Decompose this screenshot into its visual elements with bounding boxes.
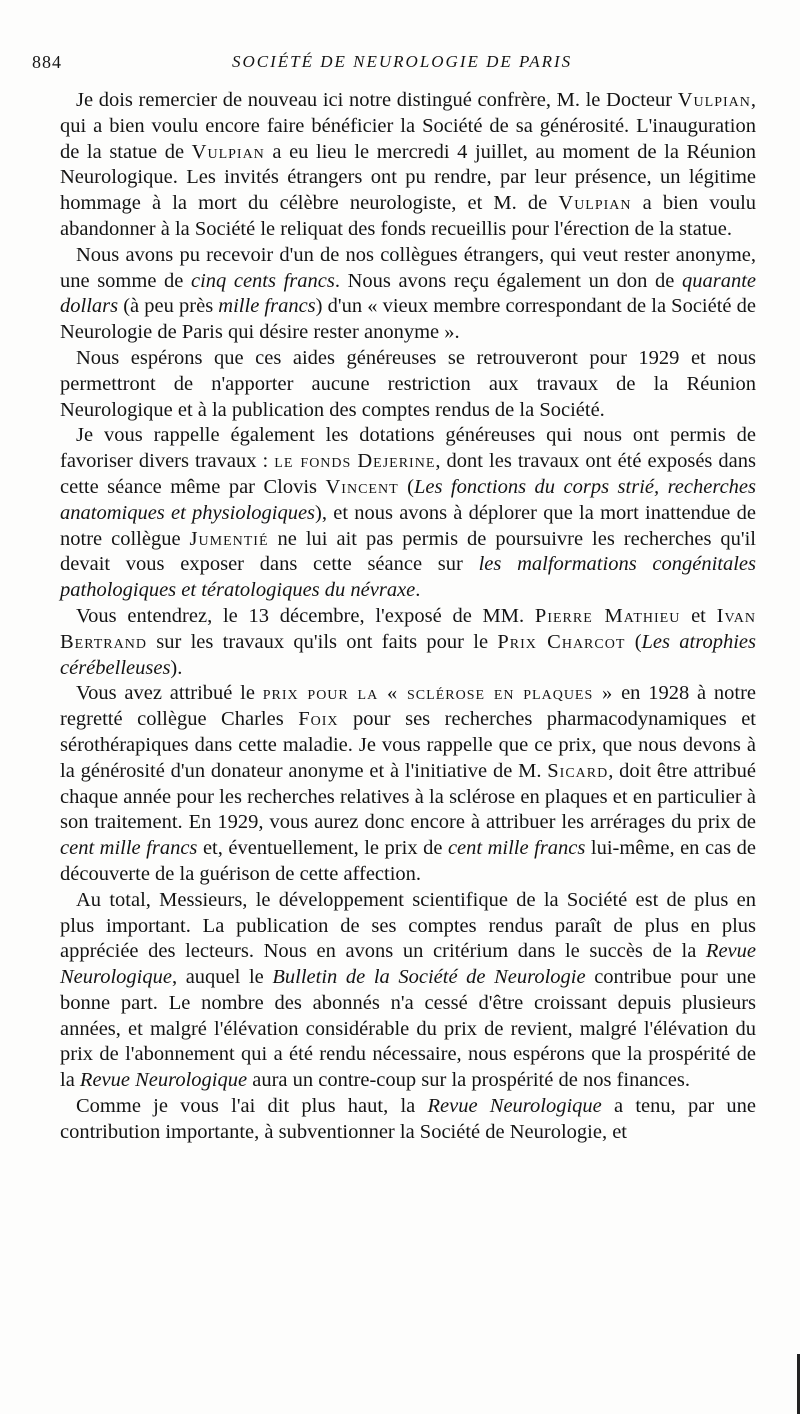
paragraph	[60, 1094, 756, 1146]
paragraph	[60, 681, 756, 887]
text-run: Je vous rappelle également les dotations généreuses qui nous ont permis de favoriser divers travaux :	[60, 424, 756, 473]
small-caps-name: Vulpian	[677, 89, 751, 111]
text-run: en 1928 à notre regretté collègue Charles	[60, 682, 756, 731]
paragraph	[60, 423, 756, 604]
small-caps-name: Vulpian	[191, 140, 265, 163]
italic-text: Revue Neurologique	[79, 1069, 248, 1092]
text-run: et	[680, 604, 717, 627]
text-run: Au total, Messieurs, le développement scientifique de la Société est de plus en plus important. La publication de ses comptes rendus paraît de plus en plus appréciée des lecteurs. Nous en avons un critérium dans le succès de la	[60, 888, 756, 963]
small-caps-name: Vincent	[325, 475, 399, 498]
italic-text: cent mille francs	[447, 837, 586, 860]
text-run: Nous avons pu recevoir d'un de nos collègues étrangers, qui veut rester anonyme, une somme de	[60, 243, 756, 292]
italic-text: quarante dollars	[60, 269, 757, 318]
italic-text: cinq cents francs	[190, 269, 335, 292]
italic-text: Les fonctions du corps strié, recherches anatomiques et physiologiques	[60, 475, 756, 524]
paragraph	[60, 88, 756, 243]
italic-text: les malformations congénitales pathologiques et tératologiques du névraxe	[60, 553, 757, 602]
text-run: Vous avez attribué le	[76, 682, 263, 705]
text-run: pour ses recherches pharmacodynamiques et sérothérapiques dans cette maladie. Je vous rappelle que ce prix, que nous devons à la générosité d'un donateur anonyme et à l'initiative de M.	[60, 708, 757, 782]
text-run: . Nous avons reçu également un don de	[334, 269, 682, 292]
text-run: .	[415, 579, 421, 602]
text-run: Comme je vous l'ai dit plus haut, la	[76, 1095, 428, 1118]
text-run: ) d'un « vieux membre correspondant de la Société de Neurologie de Paris qui désire rester anonyme ».	[60, 295, 756, 344]
body-text	[60, 88, 756, 1146]
small-caps-text: prix pour la « sclérose en plaques »	[262, 682, 614, 705]
small-caps-name: Ivan Bertrand	[60, 604, 757, 653]
text-run: , auquel le	[171, 966, 273, 989]
text-run: , qui a bien voulu encore faire bénéficier la Société de sa générosité. L'inauguration de la statue de	[60, 89, 756, 163]
text-run: , doit être attribué chaque année pour les recherches relatives à la sclérose en plaques et en particulier à son traitement. En 1929, vous aurez donc encore à attribuer les arrérages du prix de	[60, 759, 756, 834]
italic-text: cent mille francs	[60, 837, 198, 860]
small-caps-name: Foix	[298, 708, 339, 731]
italic-text: mille francs	[218, 295, 316, 318]
text-run: et, éventuellement, le prix de	[197, 837, 448, 860]
small-caps-text: le fonds	[274, 450, 352, 473]
paragraph	[60, 604, 756, 681]
text-run: (à peu près	[118, 295, 219, 318]
small-caps-name: Sicard	[547, 759, 609, 782]
paragraph	[60, 888, 756, 1094]
text-run: a eu lieu le mercredi 4 juillet, au moment de la Réunion Neurologique. Les invités étrangers ont pu rendre, par leur présence, un légitime hommage à la mort du célèbre neurologiste, et M. de	[60, 140, 756, 215]
italic-text: Revue Neurologique	[60, 940, 756, 989]
text-run: ne lui ait pas permis de poursuivre les recherches qu'il devait vous exposer dans cette séance sur	[60, 527, 757, 576]
running-title: SOCIÉTÉ DE NEUROLOGIE DE PARIS	[232, 52, 573, 71]
text-run: ), et nous avons à déplorer que la mort inattendue de notre collègue	[60, 501, 756, 550]
text-run: ).	[170, 656, 183, 679]
italic-text: Les atrophies cérébelleuses	[60, 630, 756, 679]
paragraph	[60, 346, 756, 423]
small-caps-name: Jumentié	[189, 527, 269, 550]
text-run: Je dois remercier de nouveau ici notre distingué confrère, M. le Docteur	[76, 89, 678, 111]
text-run: , dont les travaux ont été exposés dans cette séance même par Clovis	[60, 450, 757, 498]
text-run: Vous entendrez, le 13 décembre, l'exposé de MM.	[76, 604, 535, 627]
small-caps-name: Prix Charcot	[497, 630, 626, 653]
text-run: lui-même, en cas de découverte de la guérison de cette affection.	[60, 837, 756, 885]
text-run: (	[625, 630, 642, 653]
small-caps-name: Vulpian	[558, 192, 632, 215]
small-caps-name: Pierre Mathieu	[534, 604, 681, 627]
italic-text: Bulletin de la Société de Neurologie	[272, 966, 586, 989]
small-caps-name: Dejerine	[357, 450, 436, 473]
text-run: contribue pour une bonne part. Le nombre des abonnés n'a cessé d'être croissant depuis plusieurs années, et malgré l'élévation considérable du prix de revient, malgré l'élévation du prix de l'abonnement qui a été rendu nécessaire, nous espérons que la prospérité de la	[60, 966, 756, 1092]
text-run: (	[398, 475, 414, 498]
italic-text: Revue Neurologique	[427, 1095, 602, 1118]
text-run: a tenu, par une contribution importante, à subventionner la Société de Neurologie, et	[60, 1095, 756, 1143]
text-run: Nous espérons que ces aides généreuses se retrouveront pour 1929 et nous permettront de n'apporter aucune restriction aux travaux de la Réunion Neurologique et à la publication des comptes rendus de la Société.	[60, 346, 756, 421]
text-run: aura un contre-coup sur la prospérité de nos finances.	[247, 1069, 690, 1092]
page-number: 884	[32, 52, 62, 72]
text-run: sur les travaux qu'ils ont faits pour le	[146, 630, 498, 653]
paragraph	[60, 243, 756, 346]
text-run: a bien voulu abandonner à la Société le reliquat des fonds recueillis pour l'érection de la statue.	[60, 192, 757, 240]
page-header	[32, 52, 760, 82]
